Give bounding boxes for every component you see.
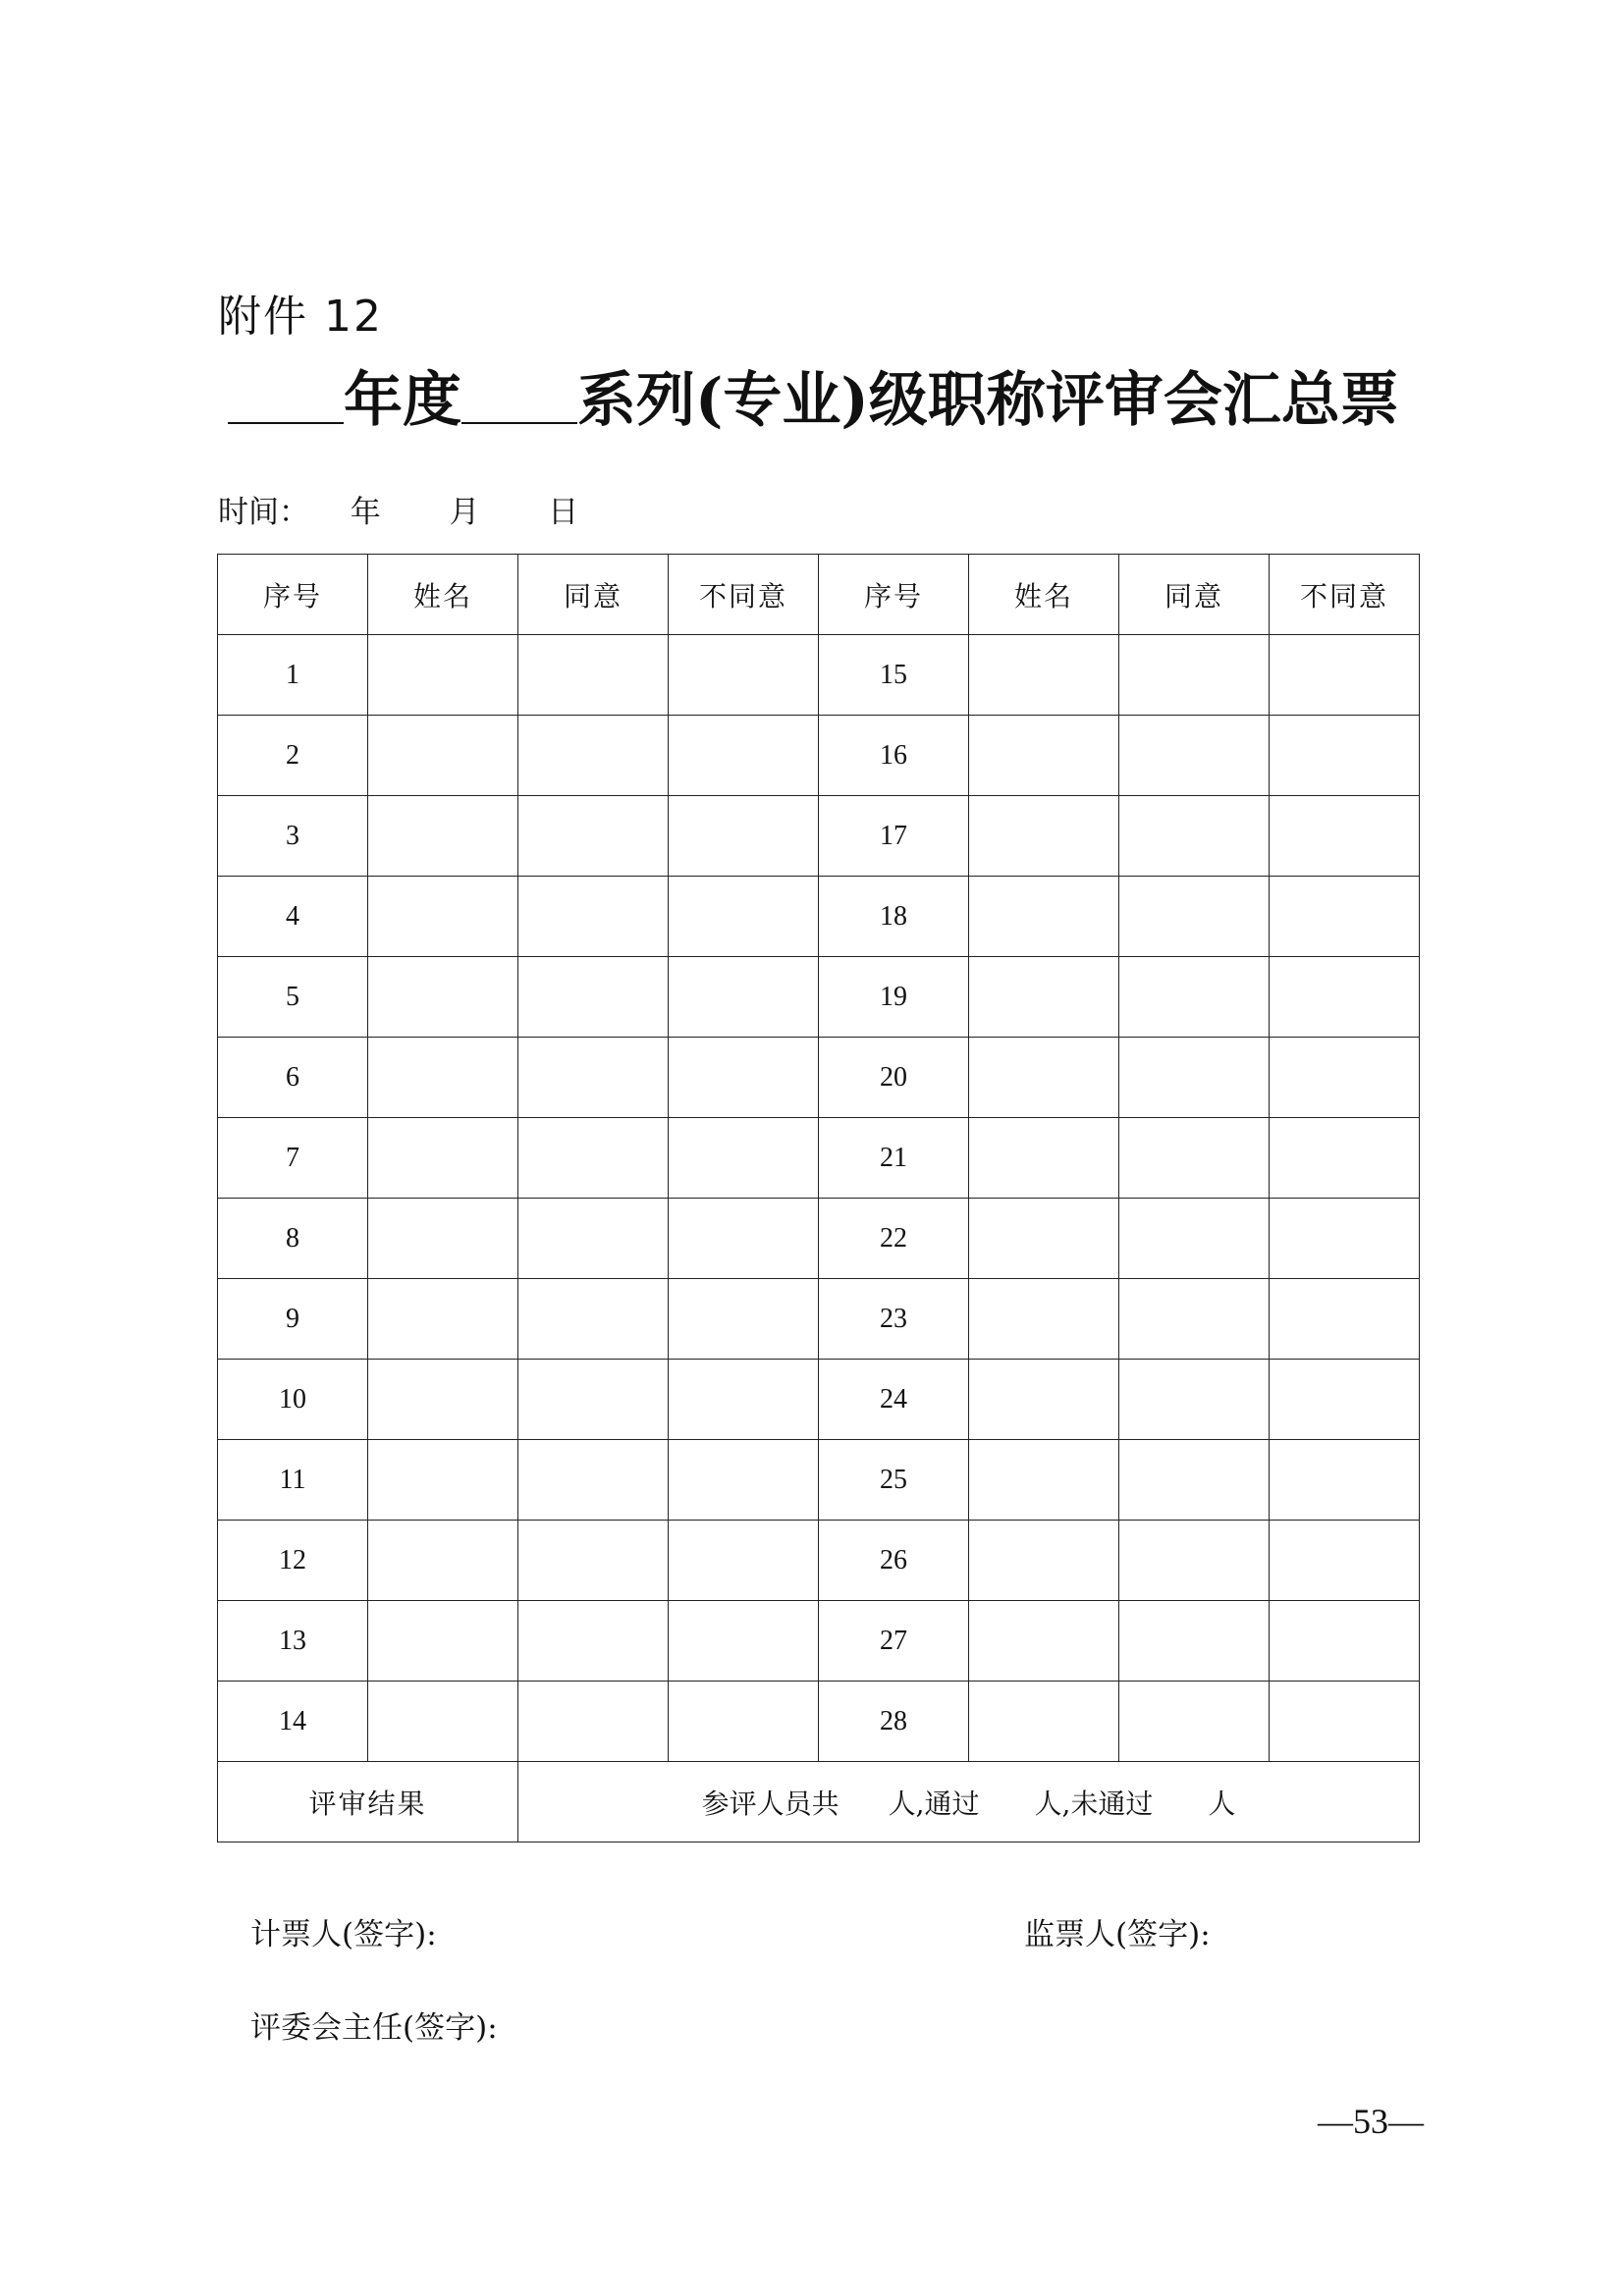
row-agree-right[interactable] [1119, 1682, 1270, 1762]
table-row [218, 1682, 1420, 1762]
row-disagree-right[interactable] [1270, 635, 1420, 716]
table-row [218, 1118, 1420, 1199]
row-disagree-left[interactable] [669, 1601, 819, 1682]
header-seq-right: 序号 [819, 555, 969, 635]
row-agree-right[interactable] [1119, 1038, 1270, 1118]
row-seq-left: 5 [218, 957, 368, 1038]
row-name-right[interactable] [969, 716, 1119, 796]
row-name-right[interactable] [969, 1038, 1119, 1118]
ballot-table [217, 554, 1420, 1842]
row-disagree-right[interactable] [1270, 957, 1420, 1038]
row-seq-left: 13 [218, 1601, 368, 1682]
page-number: —53— [1318, 2102, 1424, 2141]
date-month: 月 [449, 495, 480, 530]
result-text-failed: 人,未通过 [1034, 1787, 1154, 1820]
row-agree-left[interactable] [518, 1279, 669, 1360]
row-name-right[interactable] [969, 1118, 1119, 1199]
result-row [218, 1762, 1420, 1842]
row-disagree-right[interactable] [1270, 877, 1420, 957]
header-seq-left: 序号 [218, 555, 368, 635]
date-line [218, 487, 578, 531]
row-disagree-left[interactable] [669, 1279, 819, 1360]
row-name-left[interactable] [368, 1601, 518, 1682]
result-text-passed: 人,通过 [888, 1787, 980, 1820]
row-name-right[interactable] [969, 1521, 1119, 1601]
row-agree-right[interactable] [1119, 957, 1270, 1038]
table-row [218, 1279, 1420, 1360]
row-agree-right[interactable] [1119, 796, 1270, 877]
table-row [218, 957, 1420, 1038]
row-seq-right: 21 [819, 1118, 969, 1199]
result-text-total: 参评人员共 [701, 1787, 839, 1820]
row-agree-right[interactable] [1119, 1279, 1270, 1360]
row-agree-right[interactable] [1119, 1440, 1270, 1521]
row-seq-right: 28 [819, 1682, 969, 1762]
header-disagree-left: 不同意 [669, 555, 819, 635]
title-part-year: 年度 [344, 366, 461, 435]
result-text [518, 1762, 1420, 1842]
row-agree-right[interactable] [1119, 635, 1270, 716]
date-day: 日 [548, 495, 579, 530]
row-disagree-left[interactable] [669, 716, 819, 796]
row-seq-right: 20 [819, 1038, 969, 1118]
row-disagree-left[interactable] [669, 1199, 819, 1279]
row-name-right[interactable] [969, 877, 1119, 957]
row-name-left[interactable] [368, 1521, 518, 1601]
row-disagree-right[interactable] [1270, 1199, 1420, 1279]
header-row [218, 555, 1420, 635]
row-disagree-left[interactable] [669, 1521, 819, 1601]
row-disagree-left[interactable] [669, 877, 819, 957]
title-part-series: 系列(专业)级职称评审会汇总票 [577, 366, 1399, 435]
row-name-right[interactable] [969, 1199, 1119, 1279]
row-name-left[interactable] [368, 1360, 518, 1440]
row-disagree-left[interactable] [669, 1360, 819, 1440]
row-seq-right: 24 [819, 1360, 969, 1440]
row-seq-right: 23 [819, 1279, 969, 1360]
row-agree-left[interactable] [518, 1682, 669, 1762]
header-name-right: 姓名 [969, 555, 1119, 635]
row-agree-left[interactable] [518, 1440, 669, 1521]
table-row [218, 1199, 1420, 1279]
row-agree-left[interactable] [518, 957, 669, 1038]
row-agree-right[interactable] [1119, 877, 1270, 957]
row-agree-right[interactable] [1119, 1199, 1270, 1279]
row-agree-left[interactable] [518, 1038, 669, 1118]
row-seq-right: 22 [819, 1199, 969, 1279]
series-blank-line [461, 422, 577, 424]
header-agree-right: 同意 [1119, 555, 1270, 635]
result-text-end: 人 [1208, 1787, 1236, 1820]
attachment-label: 附件 12 [218, 292, 383, 342]
table-row [218, 1038, 1420, 1118]
row-name-left[interactable] [368, 635, 518, 716]
row-disagree-left[interactable] [669, 635, 819, 716]
row-seq-right: 19 [819, 957, 969, 1038]
row-seq-left: 8 [218, 1199, 368, 1279]
row-disagree-left[interactable] [669, 1440, 819, 1521]
row-disagree-left[interactable] [669, 1038, 819, 1118]
row-seq-left: 14 [218, 1682, 368, 1762]
row-disagree-left[interactable] [669, 1118, 819, 1199]
document-title [228, 359, 1399, 438]
row-name-right[interactable] [969, 635, 1119, 716]
row-seq-right: 15 [819, 635, 969, 716]
row-disagree-right[interactable] [1270, 796, 1420, 877]
row-agree-right[interactable] [1119, 1521, 1270, 1601]
row-agree-right[interactable] [1119, 1360, 1270, 1440]
row-seq-right: 25 [819, 1440, 969, 1521]
table-row [218, 1360, 1420, 1440]
row-name-right[interactable] [969, 1279, 1119, 1360]
row-name-left[interactable] [368, 1279, 518, 1360]
row-seq-left: 6 [218, 1038, 368, 1118]
row-seq-left: 2 [218, 716, 368, 796]
row-name-right[interactable] [969, 1440, 1119, 1521]
row-name-left[interactable] [368, 796, 518, 877]
row-agree-left[interactable] [518, 635, 669, 716]
row-agree-left[interactable] [518, 1601, 669, 1682]
row-seq-right: 17 [819, 796, 969, 877]
row-name-left[interactable] [368, 1682, 518, 1762]
row-agree-left[interactable] [518, 1199, 669, 1279]
row-agree-left[interactable] [518, 1360, 669, 1440]
row-seq-left: 4 [218, 877, 368, 957]
row-seq-left: 9 [218, 1279, 368, 1360]
row-name-left[interactable] [368, 1038, 518, 1118]
table-row [218, 1601, 1420, 1682]
row-agree-left[interactable] [518, 1118, 669, 1199]
header-name-left: 姓名 [368, 555, 518, 635]
date-label: 时间： [218, 495, 309, 530]
row-disagree-left[interactable] [669, 957, 819, 1038]
row-disagree-right[interactable] [1270, 1279, 1420, 1360]
year-blank-line [228, 422, 344, 424]
row-disagree-right[interactable] [1270, 1038, 1420, 1118]
row-name-right[interactable] [969, 1682, 1119, 1762]
row-name-right[interactable] [969, 1601, 1119, 1682]
header-agree-left: 同意 [518, 555, 669, 635]
row-agree-right[interactable] [1119, 1601, 1270, 1682]
row-disagree-right[interactable] [1270, 1601, 1420, 1682]
row-agree-right[interactable] [1119, 1118, 1270, 1199]
row-agree-right[interactable] [1119, 716, 1270, 796]
row-disagree-right[interactable] [1270, 716, 1420, 796]
row-seq-left: 1 [218, 635, 368, 716]
table-row [218, 877, 1420, 957]
table-row [218, 635, 1420, 716]
row-disagree-right[interactable] [1270, 1118, 1420, 1199]
row-seq-right: 26 [819, 1521, 969, 1601]
row-name-left[interactable] [368, 716, 518, 796]
row-disagree-left[interactable] [669, 1682, 819, 1762]
counter-signature: 计票人(签字): [250, 1917, 437, 1952]
table-row [218, 1521, 1420, 1601]
row-seq-right: 18 [819, 877, 969, 957]
row-name-left[interactable] [368, 1440, 518, 1521]
row-agree-left[interactable] [518, 877, 669, 957]
row-name-right[interactable] [969, 796, 1119, 877]
header-disagree-right: 不同意 [1270, 555, 1420, 635]
table-row [218, 796, 1420, 877]
row-disagree-right[interactable] [1270, 1360, 1420, 1440]
row-name-left[interactable] [368, 1199, 518, 1279]
row-seq-left: 10 [218, 1360, 368, 1440]
row-disagree-right[interactable] [1270, 1682, 1420, 1762]
table-row [218, 716, 1420, 796]
table-row [218, 1440, 1420, 1521]
row-seq-left: 11 [218, 1440, 368, 1521]
row-seq-left: 12 [218, 1521, 368, 1601]
row-name-right[interactable] [969, 1360, 1119, 1440]
row-name-right[interactable] [969, 957, 1119, 1038]
date-year: 年 [350, 495, 381, 530]
row-seq-right: 27 [819, 1601, 969, 1682]
row-disagree-right[interactable] [1270, 1521, 1420, 1601]
chair-signature: 评委会主任(签字): [250, 2010, 498, 2046]
row-name-left[interactable] [368, 1118, 518, 1199]
row-name-left[interactable] [368, 957, 518, 1038]
row-seq-left: 7 [218, 1118, 368, 1199]
row-name-left[interactable] [368, 877, 518, 957]
result-label: 评审结果 [218, 1762, 518, 1842]
row-agree-left[interactable] [518, 796, 669, 877]
row-seq-right: 16 [819, 716, 969, 796]
row-agree-left[interactable] [518, 716, 669, 796]
row-agree-left[interactable] [518, 1521, 669, 1601]
row-disagree-left[interactable] [669, 796, 819, 877]
row-seq-left: 3 [218, 796, 368, 877]
supervisor-signature: 监票人(签字): [1024, 1917, 1211, 1952]
row-disagree-right[interactable] [1270, 1440, 1420, 1521]
